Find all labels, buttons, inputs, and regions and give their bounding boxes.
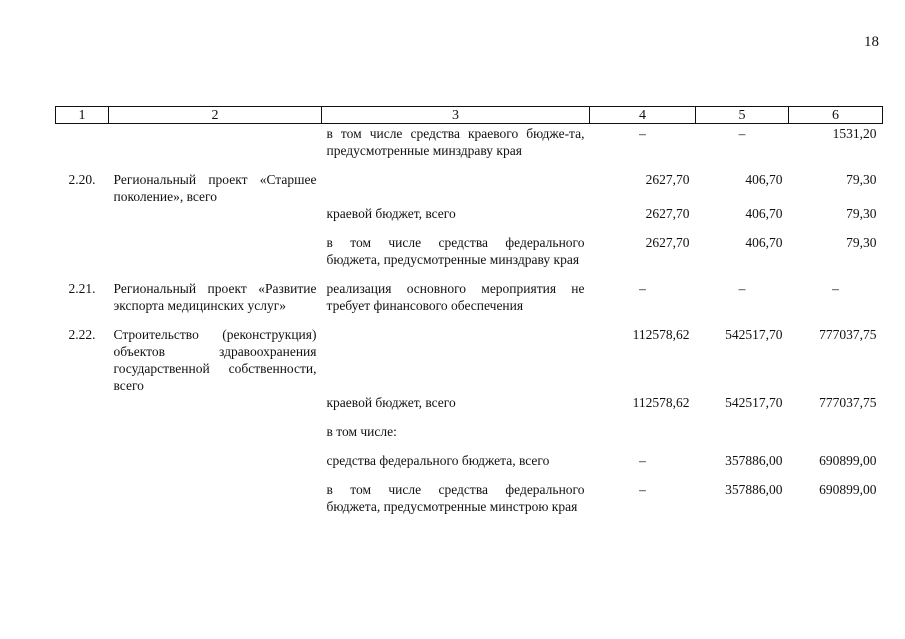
row-value-col5 <box>696 423 789 452</box>
row-value-col4: 112578,62 <box>632 395 690 410</box>
row-name: Строительство (реконструкция) объектов здравоохранения государственной собственности, всего <box>113 327 317 393</box>
row-name <box>109 481 322 515</box>
table-header-row <box>56 107 883 124</box>
row-value-col4: 2627,70 <box>645 206 690 221</box>
row-value-col6: 777037,75 <box>819 395 877 410</box>
column-header: 3 <box>322 107 590 124</box>
column-header: 4 <box>590 107 696 124</box>
row-value-col6: 777037,75 <box>819 327 877 342</box>
row-value-col6: 690899,00 <box>819 482 877 497</box>
row-value-col6: 79,30 <box>846 206 877 221</box>
row-description: краевой бюджет, всего <box>326 395 456 410</box>
row-number <box>56 452 109 481</box>
row-value-col6: 79,30 <box>846 235 877 250</box>
table-row <box>56 452 883 481</box>
row-name <box>109 234 322 280</box>
row-name <box>109 394 322 423</box>
row-value-col5: 357886,00 <box>725 453 783 468</box>
row-number <box>56 234 109 280</box>
table-row <box>56 280 883 326</box>
row-value-col5: 542517,70 <box>725 395 783 410</box>
row-value-col6: 690899,00 <box>819 453 877 468</box>
row-number: 2.20. <box>68 172 96 187</box>
table-row <box>56 205 883 234</box>
page-number: 18 <box>864 34 879 50</box>
row-value-col4: – <box>639 281 646 296</box>
row-description <box>322 326 590 394</box>
column-header: 1 <box>56 107 109 124</box>
row-value-col6: 79,30 <box>846 172 877 187</box>
row-description: реализация основного мероприятия не требует финансового обеспечения <box>326 281 585 313</box>
row-value-col4: – <box>639 482 646 497</box>
budget-table-wrapper <box>55 106 883 515</box>
row-number <box>56 124 109 172</box>
row-value-col5: 406,70 <box>745 206 783 221</box>
column-header: 2 <box>109 107 322 124</box>
table-row <box>56 234 883 280</box>
row-value-col4: 2627,70 <box>645 235 690 250</box>
row-name: Региональный проект «Развитие экспорта медицинских услуг» <box>113 281 317 313</box>
row-value-col4 <box>590 423 696 452</box>
row-number: 2.22. <box>68 327 96 342</box>
row-value-col6 <box>789 423 883 452</box>
row-description: средства федерального бюджета, всего <box>326 453 550 468</box>
row-name <box>109 124 322 172</box>
row-description: краевой бюджет, всего <box>326 206 456 221</box>
row-number <box>56 394 109 423</box>
column-header: 5 <box>696 107 789 124</box>
row-value-col5: – <box>738 281 746 296</box>
row-value-col6: 1531,20 <box>832 126 877 141</box>
table-row <box>56 171 883 205</box>
table-row <box>56 423 883 452</box>
row-value-col5: 357886,00 <box>725 482 783 497</box>
row-description: в том числе средства краевого бюдже-та, предусмотренные минздраву края <box>326 126 585 158</box>
table-row <box>56 124 883 172</box>
row-value-col5: – <box>738 126 746 141</box>
row-description: в том числе средства федерального бюджета, предусмотренные минздраву края <box>326 235 585 267</box>
row-name <box>109 452 322 481</box>
row-name: Региональный проект «Старшее поколение», всего <box>113 172 317 204</box>
row-number <box>56 423 109 452</box>
row-value-col5: 406,70 <box>745 172 783 187</box>
row-value-col6: – <box>832 281 839 296</box>
row-description <box>322 171 590 205</box>
row-value-col4: – <box>639 126 646 141</box>
table-row <box>56 394 883 423</box>
row-number <box>56 205 109 234</box>
row-name <box>109 205 322 234</box>
table-row <box>56 481 883 515</box>
column-header: 6 <box>789 107 883 124</box>
row-value-col5: 542517,70 <box>725 327 783 342</box>
table-row <box>56 326 883 394</box>
budget-table <box>55 106 883 515</box>
row-value-col4: – <box>639 453 646 468</box>
row-description: в том числе: <box>326 424 397 439</box>
row-description: в том числе средства федерального бюджета, предусмотренные минстрою края <box>326 482 585 514</box>
row-number <box>56 481 109 515</box>
row-value-col5: 406,70 <box>745 235 783 250</box>
row-number: 2.21. <box>68 281 96 296</box>
row-value-col4: 2627,70 <box>645 172 690 187</box>
row-value-col4: 112578,62 <box>632 327 690 342</box>
row-name <box>109 423 322 452</box>
